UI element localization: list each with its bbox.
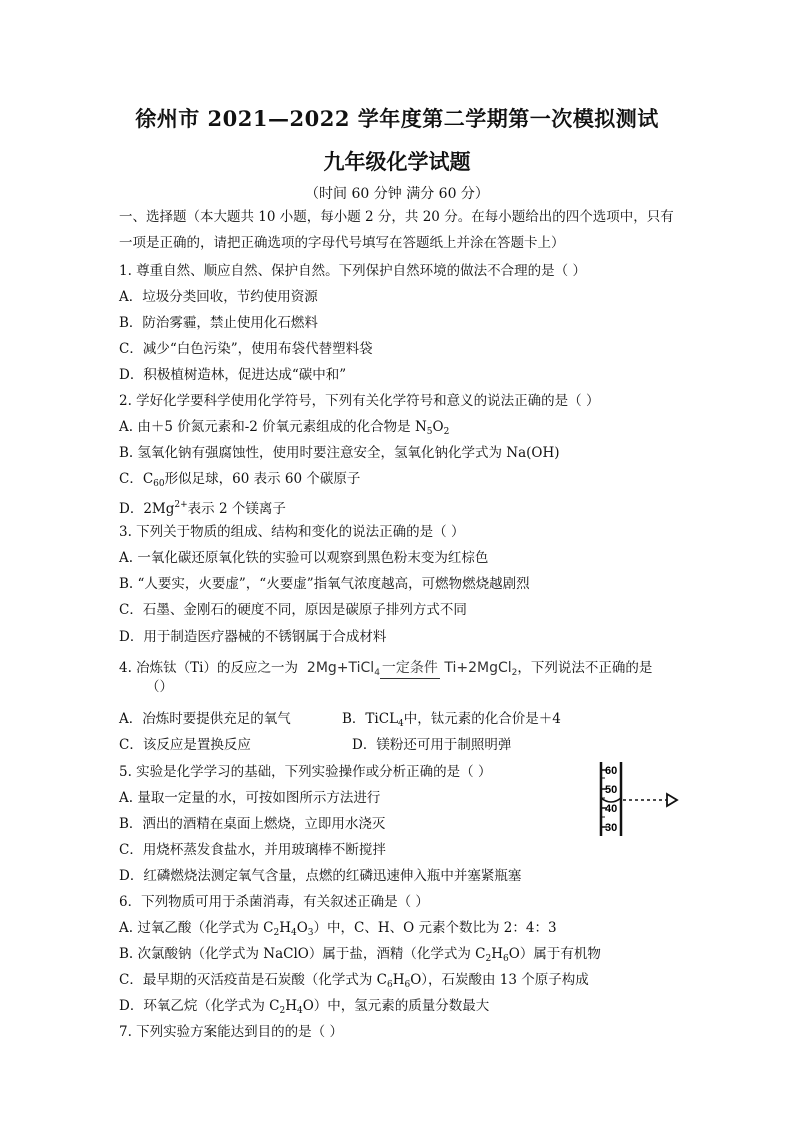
q5-option-b: B．洒出的酒精在桌面上燃烧，立即用水浇灭	[119, 816, 386, 832]
q5-option-c: C．用烧杯蒸发食盐水，并用玻璃棒不断搅拌	[119, 842, 386, 858]
q2-d-text: D．2Mg	[119, 501, 175, 517]
q6-a-sub3: 3	[307, 928, 314, 938]
q4-eq-left-sub: 4	[374, 668, 380, 678]
q4-eq-condition: 一定条件	[380, 658, 440, 679]
q6-option-a	[119, 918, 557, 943]
q4-equation	[298, 660, 517, 676]
q2-option-a	[119, 417, 449, 442]
q1-option-b: B．防治雾霾，禁止使用化石燃料	[119, 315, 318, 331]
q6-c-m1: H	[392, 972, 405, 988]
q6-a-m2: O	[296, 920, 308, 936]
q5-option-d: D．红磷燃烧法测定氧气含量，点燃的红磷迅速伸入瓶中并塞紧瓶塞	[119, 868, 522, 884]
q5-stem: 5. 实验是化学学习的基础，下列实验操作或分析正确的是（ ）	[119, 764, 492, 780]
q6-b-m1: H	[491, 946, 504, 962]
q2-d-sup: 2+	[174, 500, 188, 510]
exam-subtitle: 九年级化学试题	[323, 149, 471, 174]
q1-option-d: D．积极植树造林，促进达成“碳中和”	[119, 367, 347, 383]
q6-d-sub1: 2	[279, 1006, 286, 1016]
q6-a-post: ）中，C、H、O 元素个数比为 2：4：3	[313, 920, 557, 936]
q6-option-c	[119, 970, 589, 995]
q6-b-sub2: 6	[503, 954, 509, 964]
q2-c-post: 形似足球，60 表示 60 个碳原子	[164, 471, 361, 487]
q4-stem-text: 4. 冶炼钛（Ti）的反应之一为	[119, 660, 298, 676]
q6-d-text: D．环氧乙烷（化学式为 C	[119, 998, 280, 1014]
q6-b-sub1: 2	[485, 954, 492, 964]
q6-c-sub1: 6	[386, 980, 393, 990]
q2-a-sub2: 2	[443, 427, 450, 437]
q2-d-post: 表示 2 个镁离子	[187, 501, 286, 517]
liquid-meniscus	[601, 798, 621, 802]
q2-a-text: A. 由＋5 价氮元素和-2 价氧元素组成的化合物是 N	[119, 419, 427, 435]
q5-option-a: A. 量取一定量的水，可按如图所示方法进行	[119, 790, 381, 806]
q4-stem-post: ，下列说法不正确的是	[517, 660, 653, 676]
q4-option-c: C．该反应是置换反应	[119, 737, 251, 753]
q4-b-post: 中，钛元素的化合价是＋4	[403, 711, 561, 727]
q3-option-d: D．用于制造医疗器械的不锈钢属于合成材料	[119, 629, 387, 645]
q3-stem: 3. 下列关于物质的组成、结构和变化的说法正确的是（ ）	[119, 524, 465, 540]
q6-stem: 6．下列物质可用于杀菌消毒，有关叙述正确是（ ）	[119, 894, 429, 910]
q2-option-d	[119, 495, 286, 519]
q4-b-text: B．TiCL	[342, 711, 399, 727]
exam-title: 徐州市 2021—2022 学年度第二学期第一次模拟测试	[135, 106, 659, 131]
q1-stem: 1. 尊重自然、顺应自然、保护自然。下列保护自然环境的做法不合理的是（ ）	[119, 263, 586, 279]
q6-c-sub2: 6	[404, 980, 411, 990]
q6-c-post: O），石炭酸由 13 个原子构成	[410, 972, 589, 988]
section-heading-line2: 一项是正确的，请把正确选项的字母代号填写在答题纸上并涂在答题卡上）	[119, 235, 565, 251]
section-heading-line1: 一、选择题（本大题共 10 小题，每小题 2 分，共 20 分。在每小题给出的四个选项中，只有	[119, 209, 674, 225]
q3-option-b: B. “人要实，火要虚”，“火要虚”指氧气浓度越高，可燃物燃烧越剧烈	[119, 576, 530, 592]
q1-option-a: A．垃圾分类回收，节约使用资源	[119, 289, 318, 305]
q2-a-mid: O	[432, 419, 444, 435]
q2-stem: 2. 学好化学要科学使用化学符号，下列有关化学符号和意义的说法正确的是（ ）	[119, 393, 600, 409]
graduated-cylinder-figure	[597, 760, 683, 838]
q6-c-text: C．最早期的灭活疫苗是石炭酸（化学式为 C	[119, 972, 387, 988]
q3-option-c: C．石墨、金刚石的硬度不同，原因是碳原子排列方式不同	[119, 602, 467, 618]
label-50: 50	[605, 784, 618, 796]
q6-a-text: A. 过氧乙酸（化学式为 C	[119, 920, 274, 936]
q2-c-sub: 60	[153, 479, 165, 489]
q6-a-sub1: 2	[273, 928, 280, 938]
q4-option-a: A．冶炼时要提供充足的氧气	[119, 711, 291, 727]
label-30: 30	[605, 822, 618, 834]
q4-b-sub: 4	[398, 719, 404, 729]
q2-a-sub1: 5	[426, 427, 433, 437]
q3-option-a: A. 一氧化碳还原氧化铁的实验可以观察到黑色粉末变为红棕色	[119, 550, 489, 566]
q4-eq-left: 2Mg+TiCl	[306, 660, 375, 676]
q6-option-d	[119, 996, 489, 1021]
q4-eq-right-sub: 2	[511, 668, 518, 678]
q6-d-sub2: 4	[296, 1006, 303, 1016]
q6-a-m1: H	[279, 920, 291, 936]
q2-option-b: B. 氢氧化钠有强腐蚀性，使用时要注意安全，氢氧化钠化学式为 Na(OH)	[119, 445, 560, 461]
q6-option-b	[119, 944, 601, 969]
q6-b-text: B. 次氯酸钠（化学式为 NaClO）属于盐，酒精（化学式为 C	[119, 946, 486, 962]
q4-eq-right: Ti+2MgCl	[444, 660, 512, 676]
q4-option-d: D．镁粉还可用于制照明弹	[352, 737, 512, 753]
eye-icon	[667, 794, 677, 806]
q6-d-post: O）中，氢元素的质量分数最大	[302, 998, 490, 1014]
time-info: （时间 60 分钟 满分 60 分）	[305, 186, 489, 202]
q1-option-c: C．减少“白色污染”，使用布袋代替塑料袋	[119, 341, 373, 357]
q4-option-b	[342, 709, 561, 734]
q4-stem-line2: （）	[146, 679, 173, 695]
label-60: 60	[605, 765, 618, 777]
q6-a-sub2: 4	[290, 928, 297, 938]
q2-c-text: C．C	[119, 471, 154, 487]
q4-stem	[119, 658, 652, 683]
q2-option-c	[119, 469, 360, 494]
label-40: 40	[605, 803, 618, 815]
q6-d-m1: H	[285, 998, 297, 1014]
q6-b-post: O）属于有机物	[508, 946, 601, 962]
q7-stem: 7. 下列实验方案能达到目的的是（ ）	[119, 1024, 343, 1040]
